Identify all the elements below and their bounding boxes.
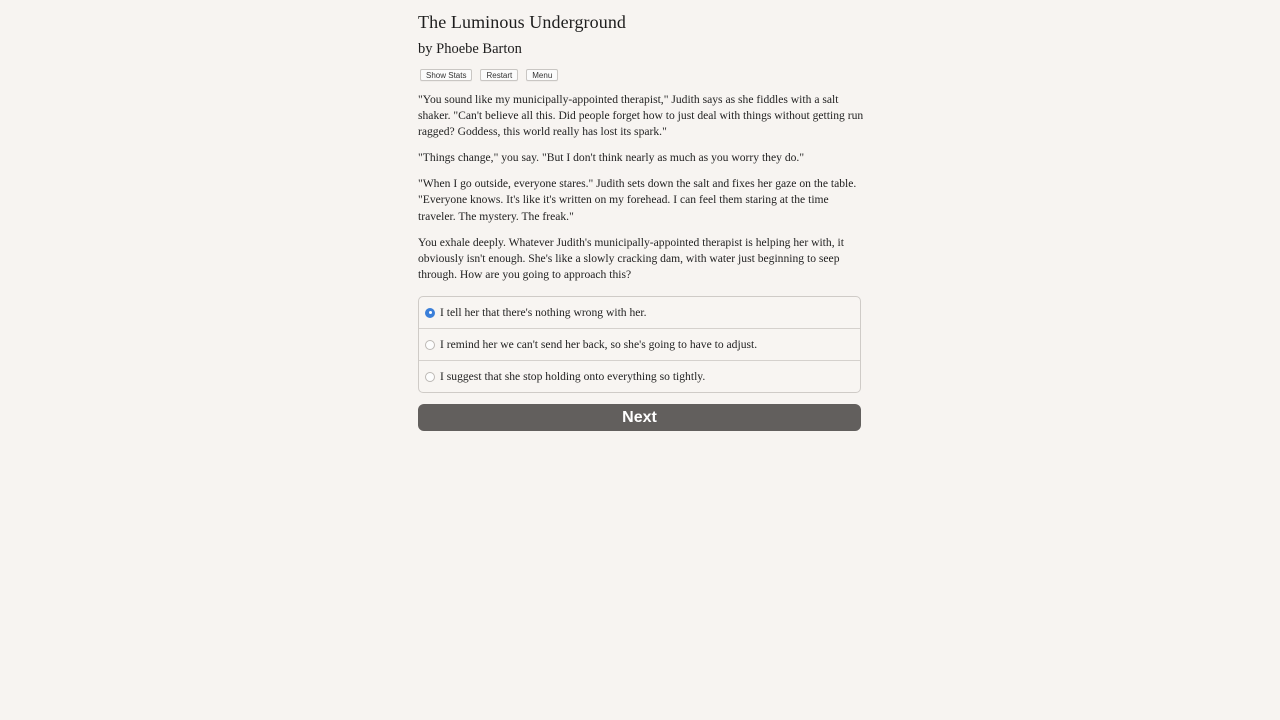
restart-button[interactable]: Restart <box>480 69 518 81</box>
toolbar <box>420 69 558 81</box>
game-title: The Luminous Underground <box>418 12 627 32</box>
choice-label: I suggest that she stop holding onto everything so tightly. <box>440 370 706 383</box>
radio-selected-icon[interactable] <box>425 308 435 318</box>
passage-paragraph: "Things change," you say. "But I don't think nearly as much as you worry they do." <box>418 151 805 165</box>
menu-button[interactable]: Menu <box>526 69 558 81</box>
radio-unselected-icon[interactable] <box>425 340 435 350</box>
passage-paragraph: "You sound like my municipally-appointed therapist," Judith says as she fiddles with a salt shaker. "Can't believe all this. Did people forget how to just deal with things without getting run ragged? Goddess, this world really has lost its spark." <box>418 93 864 139</box>
show-stats-button[interactable]: Show Stats <box>420 69 472 81</box>
choice-option-1[interactable] <box>419 297 860 328</box>
radio-unselected-icon[interactable] <box>425 372 435 382</box>
choice-label: I remind her we can't send her back, so she's going to have to adjust. <box>440 338 758 351</box>
choice-label: I tell her that there's nothing wrong with her. <box>440 306 647 319</box>
next-button[interactable]: Next <box>418 404 861 431</box>
game-author: by Phoebe Barton <box>418 41 522 57</box>
passage-paragraph: You exhale deeply. Whatever Judith's municipally-appointed therapist is helping her with, it obviously isn't enough. She's like a slowly cracking dam, with water just beginning to seep through. How are you going to approach this? <box>418 235 844 281</box>
choice-list <box>418 296 861 393</box>
story-passage <box>418 92 864 293</box>
choice-option-3[interactable] <box>419 360 860 392</box>
choice-option-2[interactable] <box>419 328 860 360</box>
passage-paragraph: "When I go outside, everyone stares." Judith sets down the salt and fixes her gaze on the table. "Everyone knows. It's like it's written on my forehead. I can feel them staring at the time traveler. The mystery. The freak." <box>418 177 857 223</box>
